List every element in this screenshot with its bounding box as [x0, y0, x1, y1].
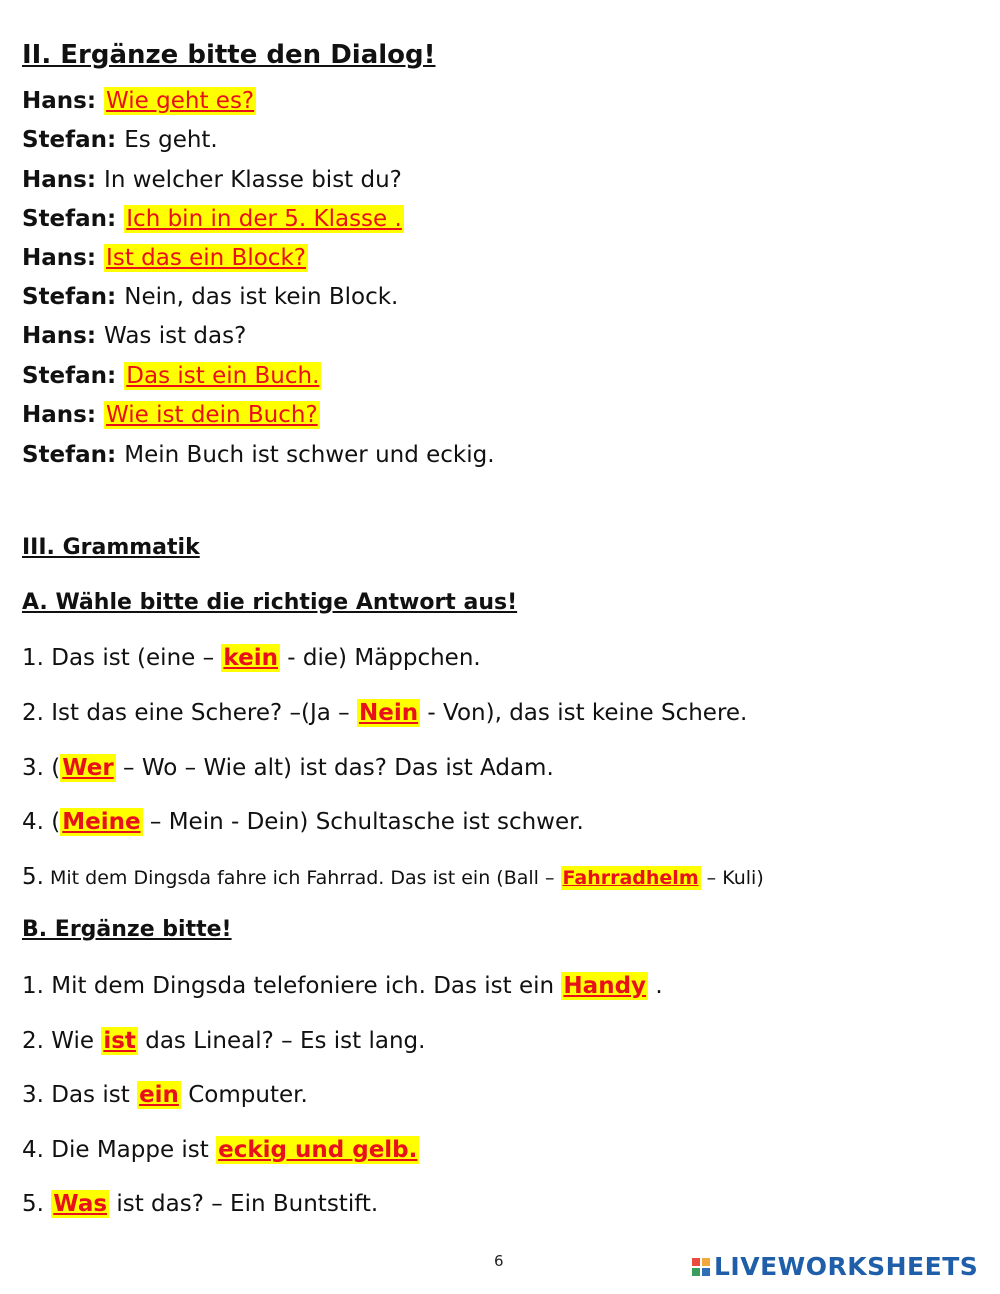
liveworksheets-logo[interactable] — [692, 1252, 978, 1281]
item-text: 3. Das ist — [22, 1082, 138, 1108]
item-text: das Lineal? – Es ist lang. — [137, 1028, 426, 1054]
dialog-line — [22, 241, 308, 275]
item-text: – Kuli) — [700, 867, 764, 889]
answer-field[interactable]: Ich bin in der 5. Klasse . — [126, 206, 402, 232]
exercise-item — [22, 696, 747, 730]
answer-field[interactable]: Wer — [62, 755, 114, 781]
speaker-label: Stefan: — [22, 284, 125, 310]
item-text: 4. ( — [22, 809, 61, 835]
answer-field[interactable]: Nein — [358, 700, 419, 726]
section-2-title: II. Ergänze bitte den Dialog! — [22, 40, 436, 70]
dialog-line — [22, 202, 404, 236]
exercise-item — [22, 860, 764, 895]
speaker-label: Stefan: — [22, 127, 125, 153]
exercise-item — [22, 969, 663, 1003]
item-text: – Mein - Dein) Schultasche ist schwer. — [142, 809, 584, 835]
exercise-item — [22, 751, 554, 785]
answer-field[interactable]: Das ist ein Buch. — [126, 363, 320, 389]
speaker-label: Hans: — [22, 402, 105, 428]
item-text: ist das? – Ein Buntstift. — [109, 1191, 379, 1217]
answer-field[interactable]: ist — [103, 1028, 136, 1054]
dialog-text: Mein Buch ist schwer und eckig. — [124, 442, 495, 468]
item-number: 5. — [22, 864, 44, 890]
item-text: 1. Mit dem Dingsda telefoniere ich. Das ist ein — [22, 973, 562, 999]
speaker-label: Hans: — [22, 167, 105, 193]
page-number: 6 — [494, 1252, 504, 1270]
dialog-line — [22, 398, 320, 432]
exercise-item — [22, 1024, 425, 1058]
exercise-item — [22, 641, 481, 675]
dialog-line — [22, 438, 495, 472]
section-3-title: III. Grammatik — [22, 535, 200, 560]
speaker-label: Hans: — [22, 323, 105, 349]
dialog-text: In welcher Klasse bist du? — [104, 167, 402, 193]
speaker-label: Stefan: — [22, 363, 125, 389]
dialog-line — [22, 84, 256, 118]
dialog-line — [22, 319, 246, 353]
item-text: – Wo – Wie alt) ist das? Das ist Adam. — [115, 755, 554, 781]
logo-blocks-icon — [692, 1258, 710, 1276]
item-text: . — [648, 973, 663, 999]
item-text: 1. Das ist (eine – — [22, 645, 222, 671]
dialog-text: Was ist das? — [104, 323, 247, 349]
dialog-line — [22, 280, 398, 314]
dialog-text: Nein, das ist kein Block. — [124, 284, 399, 310]
answer-field[interactable]: Meine — [62, 809, 141, 835]
item-text: Computer. — [180, 1082, 308, 1108]
answer-field[interactable]: Fahrradhelm — [562, 867, 699, 889]
speaker-label: Stefan: — [22, 442, 125, 468]
answer-field[interactable]: Wie geht es? — [106, 88, 255, 114]
exercise-item — [22, 1187, 378, 1221]
answer-field[interactable]: Wie ist dein Buch? — [106, 402, 318, 428]
item-text: 5. — [22, 1191, 52, 1217]
item-text: 2. Ist das eine Schere? –(Ja – — [22, 700, 357, 726]
exercise-item — [22, 1078, 308, 1112]
part-a-title: A. Wähle bitte die richtige Antwort aus! — [22, 590, 518, 615]
item-text: - Von), das ist keine Schere. — [420, 700, 748, 726]
speaker-label: Hans: — [22, 88, 105, 114]
dialog-line — [22, 359, 321, 393]
item-text: 3. ( — [22, 755, 61, 781]
dialog-text: Es geht. — [124, 127, 218, 153]
part-b-title: B. Ergänze bitte! — [22, 917, 232, 942]
answer-field[interactable]: Handy — [563, 973, 647, 999]
answer-field[interactable]: eckig und gelb. — [218, 1137, 418, 1163]
logo-text: LIVEWORKSHEETS — [714, 1252, 979, 1281]
exercise-item — [22, 805, 584, 839]
speaker-label: Stefan: — [22, 206, 125, 232]
answer-field[interactable]: ein — [139, 1082, 179, 1108]
answer-field[interactable]: Was — [53, 1191, 108, 1217]
answer-field[interactable]: Ist das ein Block? — [106, 245, 306, 271]
dialog-line — [22, 123, 218, 157]
exercise-item — [22, 1133, 419, 1167]
item-text: 2. Wie — [22, 1028, 102, 1054]
item-text: 4. Die Mappe ist — [22, 1137, 217, 1163]
item-text: Mit dem Dingsda fahre ich Fahrrad. Das ist ein (Ball – — [43, 867, 561, 889]
answer-field[interactable]: kein — [223, 645, 278, 671]
item-text: - die) Mäppchen. — [279, 645, 481, 671]
dialog-line — [22, 163, 402, 197]
speaker-label: Hans: — [22, 245, 105, 271]
